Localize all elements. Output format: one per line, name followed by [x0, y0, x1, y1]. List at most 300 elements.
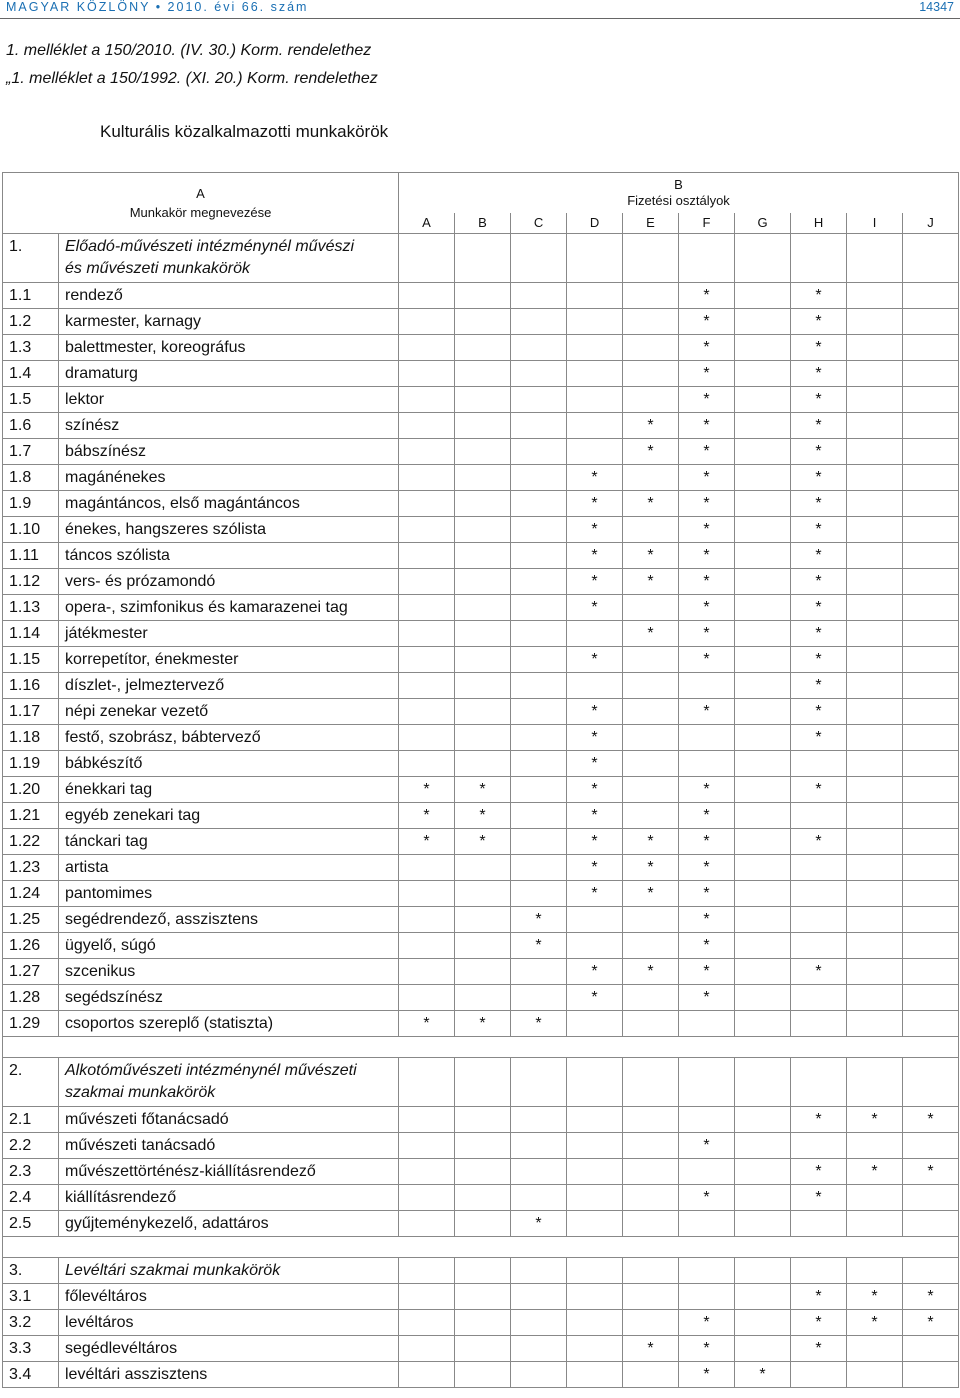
grade-mark [623, 985, 679, 1011]
grade-mark [623, 725, 679, 751]
grade-mark [455, 1336, 511, 1362]
row-number: 2.3 [3, 1159, 59, 1185]
grade-mark: * [567, 647, 623, 673]
grade-mark [903, 1211, 959, 1237]
grade-mark: * [847, 1310, 903, 1336]
table-row [3, 751, 959, 777]
grade-mark [903, 491, 959, 517]
grade-mark [735, 387, 791, 413]
job-title: színész [59, 413, 399, 439]
grade-mark [623, 361, 679, 387]
grade-mark: * [679, 595, 735, 621]
grade-mark [511, 439, 567, 465]
grade-mark: * [791, 309, 847, 335]
section-number: 1. [3, 234, 59, 283]
grade-mark: * [567, 959, 623, 985]
grade-mark [399, 1336, 455, 1362]
grade-cell [455, 234, 511, 283]
grade-mark [567, 1362, 623, 1388]
section-title-line: és művészeti munkakörök [65, 260, 250, 277]
table-row [3, 1011, 959, 1037]
grade-mark [455, 1107, 511, 1133]
grade-mark: * [679, 465, 735, 491]
grade-mark: * [455, 829, 511, 855]
grade-cell [399, 1058, 455, 1107]
grade-mark [903, 855, 959, 881]
grade-mark [623, 647, 679, 673]
grade-mark [511, 491, 567, 517]
section-title [59, 234, 399, 283]
grade-mark [903, 439, 959, 465]
grade-cell [567, 1058, 623, 1107]
table-row [3, 985, 959, 1011]
grade-letter: J [903, 213, 959, 234]
grade-letter: B [455, 213, 511, 234]
grade-mark [455, 855, 511, 881]
grade-letter: F [679, 213, 735, 234]
grade-mark [399, 621, 455, 647]
grade-cell [511, 1258, 567, 1284]
grade-mark [903, 361, 959, 387]
row-number: 1.11 [3, 543, 59, 569]
grade-mark [511, 647, 567, 673]
job-title: karmester, karnagy [59, 309, 399, 335]
grade-mark [679, 725, 735, 751]
grade-mark: * [623, 959, 679, 985]
grade-mark: * [623, 621, 679, 647]
grade-mark [847, 907, 903, 933]
grade-mark: * [623, 829, 679, 855]
grade-mark [735, 1011, 791, 1037]
grade-cell [511, 1058, 567, 1107]
grade-mark: * [511, 1211, 567, 1237]
section-row [3, 1058, 959, 1107]
grade-mark [623, 309, 679, 335]
grade-mark [903, 569, 959, 595]
page-header [6, 0, 954, 14]
job-title: ügyelő, súgó [59, 933, 399, 959]
spacer-cell [3, 1037, 959, 1058]
grade-letter: A [399, 213, 455, 234]
grade-letter: C [511, 213, 567, 234]
grade-mark: * [567, 465, 623, 491]
table-row [3, 517, 959, 543]
grade-mark: * [791, 829, 847, 855]
grade-mark: * [791, 283, 847, 309]
job-title: énekes, hangszeres szólista [59, 517, 399, 543]
job-title: segédrendező, asszisztens [59, 907, 399, 933]
grade-mark [903, 309, 959, 335]
grade-mark [567, 933, 623, 959]
table-row [3, 387, 959, 413]
job-title: pantomimes [59, 881, 399, 907]
job-title: bábszínész [59, 439, 399, 465]
grade-mark: * [567, 595, 623, 621]
grade-mark [735, 725, 791, 751]
grade-mark: * [679, 543, 735, 569]
grade-mark: * [455, 803, 511, 829]
grade-mark [735, 699, 791, 725]
grade-mark [847, 777, 903, 803]
table-row [3, 855, 959, 881]
grade-cell [735, 234, 791, 283]
grade-cell [791, 234, 847, 283]
grade-mark: * [791, 1310, 847, 1336]
table-row [3, 803, 959, 829]
grade-mark [847, 413, 903, 439]
grade-mark [567, 361, 623, 387]
grade-mark [847, 855, 903, 881]
grade-mark [511, 361, 567, 387]
grade-mark [735, 907, 791, 933]
grade-mark [511, 1133, 567, 1159]
grade-mark: * [679, 1133, 735, 1159]
job-title: segédlevéltáros [59, 1336, 399, 1362]
grade-mark [455, 309, 511, 335]
table-row [3, 491, 959, 517]
grade-mark: * [679, 621, 735, 647]
grade-mark: * [791, 465, 847, 491]
grade-mark [623, 1284, 679, 1310]
grade-mark [455, 465, 511, 491]
grade-mark [735, 959, 791, 985]
table-row [3, 465, 959, 491]
grade-mark [455, 1185, 511, 1211]
grade-mark [399, 725, 455, 751]
grade-mark [511, 1107, 567, 1133]
job-title: dramaturg [59, 361, 399, 387]
column-a-header [3, 173, 399, 234]
grade-mark [399, 361, 455, 387]
grade-mark [735, 985, 791, 1011]
row-number: 1.3 [3, 335, 59, 361]
grade-mark [511, 335, 567, 361]
section-title-line: Előadó-művészeti intézménynél művészi [65, 238, 355, 255]
grade-mark: * [847, 1284, 903, 1310]
grade-mark [511, 985, 567, 1011]
grade-mark [679, 1211, 735, 1237]
grade-mark [847, 335, 903, 361]
grade-mark [511, 881, 567, 907]
grade-mark [399, 595, 455, 621]
grade-mark: * [567, 543, 623, 569]
grade-mark [735, 465, 791, 491]
grade-mark [511, 829, 567, 855]
job-title: balettmester, koreográfus [59, 335, 399, 361]
spacer-cell [3, 1237, 959, 1258]
grade-mark: * [567, 829, 623, 855]
table-row [3, 1284, 959, 1310]
grade-mark: * [567, 855, 623, 881]
grade-cell [847, 234, 903, 283]
grade-mark: * [679, 647, 735, 673]
grade-mark [847, 985, 903, 1011]
grade-mark [903, 465, 959, 491]
document-title: Kulturális közalkalmazotti munkakörök [100, 122, 389, 141]
grade-mark [735, 803, 791, 829]
grade-mark [791, 1011, 847, 1037]
grade-mark [903, 959, 959, 985]
grade-mark [847, 1362, 903, 1388]
grade-mark [399, 1211, 455, 1237]
job-title: díszlet-, jelmeztervező [59, 673, 399, 699]
job-title: művészeti tanácsadó [59, 1133, 399, 1159]
grade-mark: * [679, 387, 735, 413]
grade-mark [455, 283, 511, 309]
grade-mark [511, 517, 567, 543]
grade-mark [735, 517, 791, 543]
grade-mark [903, 881, 959, 907]
grade-mark: * [399, 1011, 455, 1037]
grade-mark [735, 1284, 791, 1310]
grade-mark [623, 751, 679, 777]
grade-mark [623, 1107, 679, 1133]
grade-mark: * [791, 777, 847, 803]
table-row [3, 725, 959, 751]
grade-mark: * [399, 803, 455, 829]
job-title: rendező [59, 283, 399, 309]
grade-mark [399, 387, 455, 413]
row-number: 1.22 [3, 829, 59, 855]
grade-mark [455, 387, 511, 413]
grade-mark [399, 1284, 455, 1310]
grade-mark [399, 283, 455, 309]
table-row [3, 1211, 959, 1237]
grade-mark [455, 413, 511, 439]
grade-mark [399, 1159, 455, 1185]
grade-mark [847, 465, 903, 491]
grade-cell [847, 1258, 903, 1284]
grade-mark: * [679, 933, 735, 959]
grade-mark [903, 543, 959, 569]
grade-mark [399, 309, 455, 335]
grade-mark [455, 881, 511, 907]
grade-mark: * [567, 569, 623, 595]
grade-mark [847, 595, 903, 621]
grade-letter: I [847, 213, 903, 234]
grade-mark: * [679, 1310, 735, 1336]
grade-mark [791, 907, 847, 933]
grade-mark [567, 1159, 623, 1185]
grade-mark [791, 881, 847, 907]
grade-mark [511, 699, 567, 725]
grade-mark [679, 1159, 735, 1185]
grade-mark [567, 1107, 623, 1133]
grade-mark [903, 283, 959, 309]
grade-mark [455, 673, 511, 699]
grade-mark [847, 699, 903, 725]
grade-mark [903, 777, 959, 803]
grade-mark: * [679, 881, 735, 907]
grade-mark [455, 1284, 511, 1310]
grade-mark [903, 387, 959, 413]
row-number: 1.26 [3, 933, 59, 959]
grade-letter: E [623, 213, 679, 234]
grade-cell [679, 1058, 735, 1107]
grade-mark [399, 413, 455, 439]
grade-mark [903, 1133, 959, 1159]
grade-cell [791, 1058, 847, 1107]
grade-mark [903, 335, 959, 361]
grade-cell [903, 234, 959, 283]
row-number: 1.19 [3, 751, 59, 777]
grade-mark [735, 543, 791, 569]
grade-mark [903, 699, 959, 725]
row-number: 1.7 [3, 439, 59, 465]
grade-mark [903, 1185, 959, 1211]
grade-mark [847, 1336, 903, 1362]
grade-mark: * [511, 933, 567, 959]
job-title: lektor [59, 387, 399, 413]
grade-mark [567, 283, 623, 309]
grade-mark [735, 673, 791, 699]
table-row [3, 933, 959, 959]
grade-mark [735, 1107, 791, 1133]
grade-mark [455, 959, 511, 985]
grade-mark: * [847, 1159, 903, 1185]
grade-mark [399, 1362, 455, 1388]
job-title: magánénekes [59, 465, 399, 491]
grade-mark [399, 569, 455, 595]
grade-mark [679, 751, 735, 777]
grade-mark [399, 933, 455, 959]
grade-mark [903, 1011, 959, 1037]
grade-mark [735, 309, 791, 335]
grade-cell [567, 234, 623, 283]
grade-mark: * [791, 647, 847, 673]
grade-mark [623, 907, 679, 933]
section-row [3, 1258, 959, 1284]
grade-mark: * [903, 1107, 959, 1133]
grade-mark: * [679, 985, 735, 1011]
grade-mark [567, 1185, 623, 1211]
grade-mark [399, 855, 455, 881]
grade-mark: * [791, 543, 847, 569]
grade-mark: * [903, 1284, 959, 1310]
grade-mark [399, 465, 455, 491]
grade-mark [511, 569, 567, 595]
grade-mark [679, 1011, 735, 1037]
grade-mark [511, 283, 567, 309]
grade-mark [903, 673, 959, 699]
grade-mark: * [511, 907, 567, 933]
grade-cell [735, 1258, 791, 1284]
grade-cell [623, 234, 679, 283]
grade-mark [567, 1336, 623, 1362]
grade-mark: * [791, 335, 847, 361]
grade-mark [903, 751, 959, 777]
grade-mark: * [791, 621, 847, 647]
grade-mark [735, 439, 791, 465]
journal-name: MAGYAR KÖZLÖNY • 2010. évi 66. szám [6, 0, 309, 14]
grade-mark [399, 491, 455, 517]
grade-mark [511, 413, 567, 439]
table-row [3, 699, 959, 725]
row-number: 1.27 [3, 959, 59, 985]
grade-mark: * [399, 829, 455, 855]
grade-mark: * [791, 959, 847, 985]
grade-mark [735, 777, 791, 803]
grade-mark [567, 1284, 623, 1310]
row-number: 1.6 [3, 413, 59, 439]
row-number: 2.5 [3, 1211, 59, 1237]
table-row [3, 1107, 959, 1133]
job-title: vers- és prózamondó [59, 569, 399, 595]
grade-mark [735, 1185, 791, 1211]
grade-mark: * [791, 491, 847, 517]
grade-mark: * [679, 413, 735, 439]
grade-mark: * [567, 491, 623, 517]
job-title: csoportos szereplő (statiszta) [59, 1011, 399, 1037]
row-number: 1.24 [3, 881, 59, 907]
grade-mark [399, 1107, 455, 1133]
grade-mark [567, 1310, 623, 1336]
grade-mark [735, 569, 791, 595]
grade-mark [903, 621, 959, 647]
grade-mark [567, 621, 623, 647]
grade-mark: * [679, 335, 735, 361]
job-title: levéltáros [59, 1310, 399, 1336]
grade-mark [847, 621, 903, 647]
grade-mark: * [791, 439, 847, 465]
grade-mark [847, 1011, 903, 1037]
row-number: 1.25 [3, 907, 59, 933]
row-number: 1.9 [3, 491, 59, 517]
grade-mark [511, 387, 567, 413]
job-classification-table [2, 172, 959, 1388]
grade-mark [399, 699, 455, 725]
grade-mark [847, 517, 903, 543]
grade-mark [455, 335, 511, 361]
grade-mark [455, 361, 511, 387]
row-number: 2.4 [3, 1185, 59, 1211]
grade-mark [567, 673, 623, 699]
grade-mark [455, 1159, 511, 1185]
grade-mark [735, 933, 791, 959]
grade-mark [399, 1185, 455, 1211]
job-title: énekkari tag [59, 777, 399, 803]
grade-mark [455, 621, 511, 647]
row-number: 1.18 [3, 725, 59, 751]
grade-mark [455, 1133, 511, 1159]
row-number: 1.14 [3, 621, 59, 647]
grade-mark: * [623, 855, 679, 881]
column-b-header [399, 173, 959, 214]
section-number: 3. [3, 1258, 59, 1284]
grade-mark [623, 1159, 679, 1185]
grade-letter: D [567, 213, 623, 234]
grade-mark [399, 881, 455, 907]
grade-mark [567, 1011, 623, 1037]
row-number: 1.23 [3, 855, 59, 881]
grade-mark [623, 1211, 679, 1237]
grade-mark: * [567, 751, 623, 777]
grade-mark [511, 855, 567, 881]
grade-mark [511, 309, 567, 335]
grade-cell [903, 1058, 959, 1107]
grade-mark: * [679, 1336, 735, 1362]
grade-mark [511, 595, 567, 621]
grade-mark [455, 543, 511, 569]
job-title: segédszínész [59, 985, 399, 1011]
grade-mark: * [623, 569, 679, 595]
grade-mark [735, 361, 791, 387]
table-row [3, 829, 959, 855]
grade-mark [623, 1011, 679, 1037]
grade-letter: H [791, 213, 847, 234]
grade-mark: * [567, 985, 623, 1011]
grade-mark [735, 491, 791, 517]
